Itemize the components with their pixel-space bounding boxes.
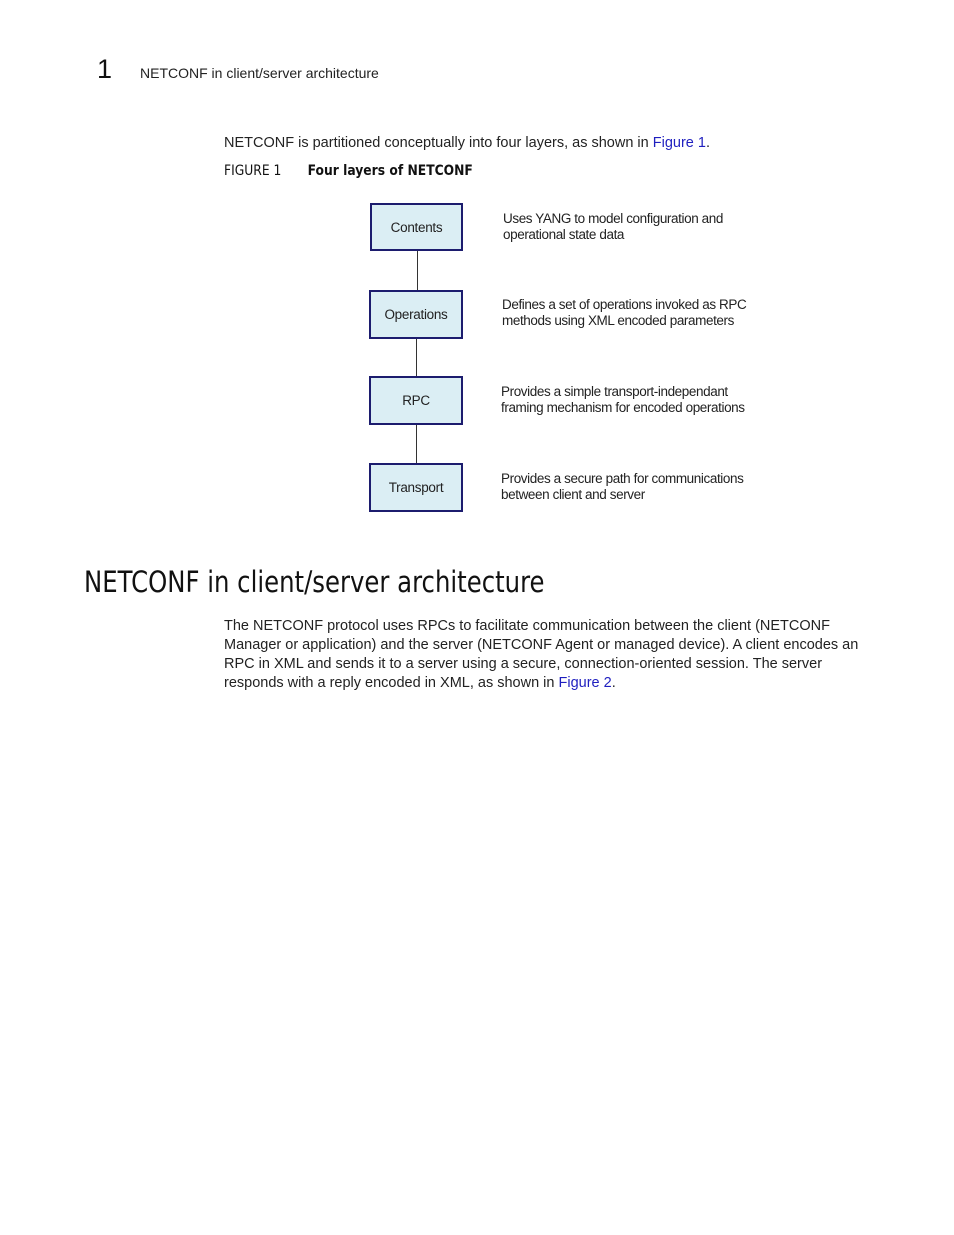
figure-1-link[interactable]: Figure 1 xyxy=(652,135,706,151)
description-line: framing mechanism for encoded operations xyxy=(501,399,745,415)
description-line: Provides a simple transport-independant xyxy=(501,384,728,399)
figure-2-link[interactable]: Figure 2 xyxy=(558,675,612,691)
connector-line xyxy=(416,424,417,463)
connector-line xyxy=(416,337,417,376)
body-period: . xyxy=(611,675,616,691)
connector-line xyxy=(417,250,418,290)
body-text: The NETCONF protocol uses RPCs to facilitate communication between the client (NETCONF Manager or application) and the server (NETCONF Agent or managed device). A client encodes an RPC in XML and sends it to a server using a secure, connection-oriented session. The server responds with a reply encoded in XML, as shown in xyxy=(224,618,859,691)
chapter-number: 1 xyxy=(97,54,113,84)
description-line: between client and server xyxy=(501,486,645,502)
description-line: Provides a secure path for communications xyxy=(501,471,744,486)
layer-description-rpc xyxy=(501,384,791,415)
intro-text: NETCONF is partitioned conceptually into four layers, as shown in xyxy=(224,135,653,151)
description-line: operational state data xyxy=(503,226,625,242)
description-line: methods using XML encoded parameters xyxy=(502,312,734,328)
layer-description-contents xyxy=(503,211,793,242)
section-title: NETCONF in client/server architecture xyxy=(84,565,545,599)
layer-box-rpc: RPC xyxy=(369,376,463,425)
body-paragraph xyxy=(224,617,869,693)
figure-label: FIGURE 1 xyxy=(224,163,282,179)
figure-caption xyxy=(224,163,473,179)
intro-paragraph xyxy=(224,135,710,151)
layer-box-contents: Contents xyxy=(370,203,463,251)
layer-description-transport xyxy=(501,471,791,502)
layer-description-operations xyxy=(502,297,792,328)
netconf-layers-diagram xyxy=(360,195,790,525)
figure-title: Four layers of NETCONF xyxy=(307,163,473,179)
description-line: Uses YANG to model configuration and xyxy=(503,211,723,226)
running-head: NETCONF in client/server architecture xyxy=(140,65,379,81)
layer-box-transport: Transport xyxy=(369,463,463,512)
layer-box-operations: Operations xyxy=(369,290,463,339)
description-line: Defines a set of operations invoked as RPC xyxy=(502,297,747,312)
intro-period: . xyxy=(705,135,710,151)
